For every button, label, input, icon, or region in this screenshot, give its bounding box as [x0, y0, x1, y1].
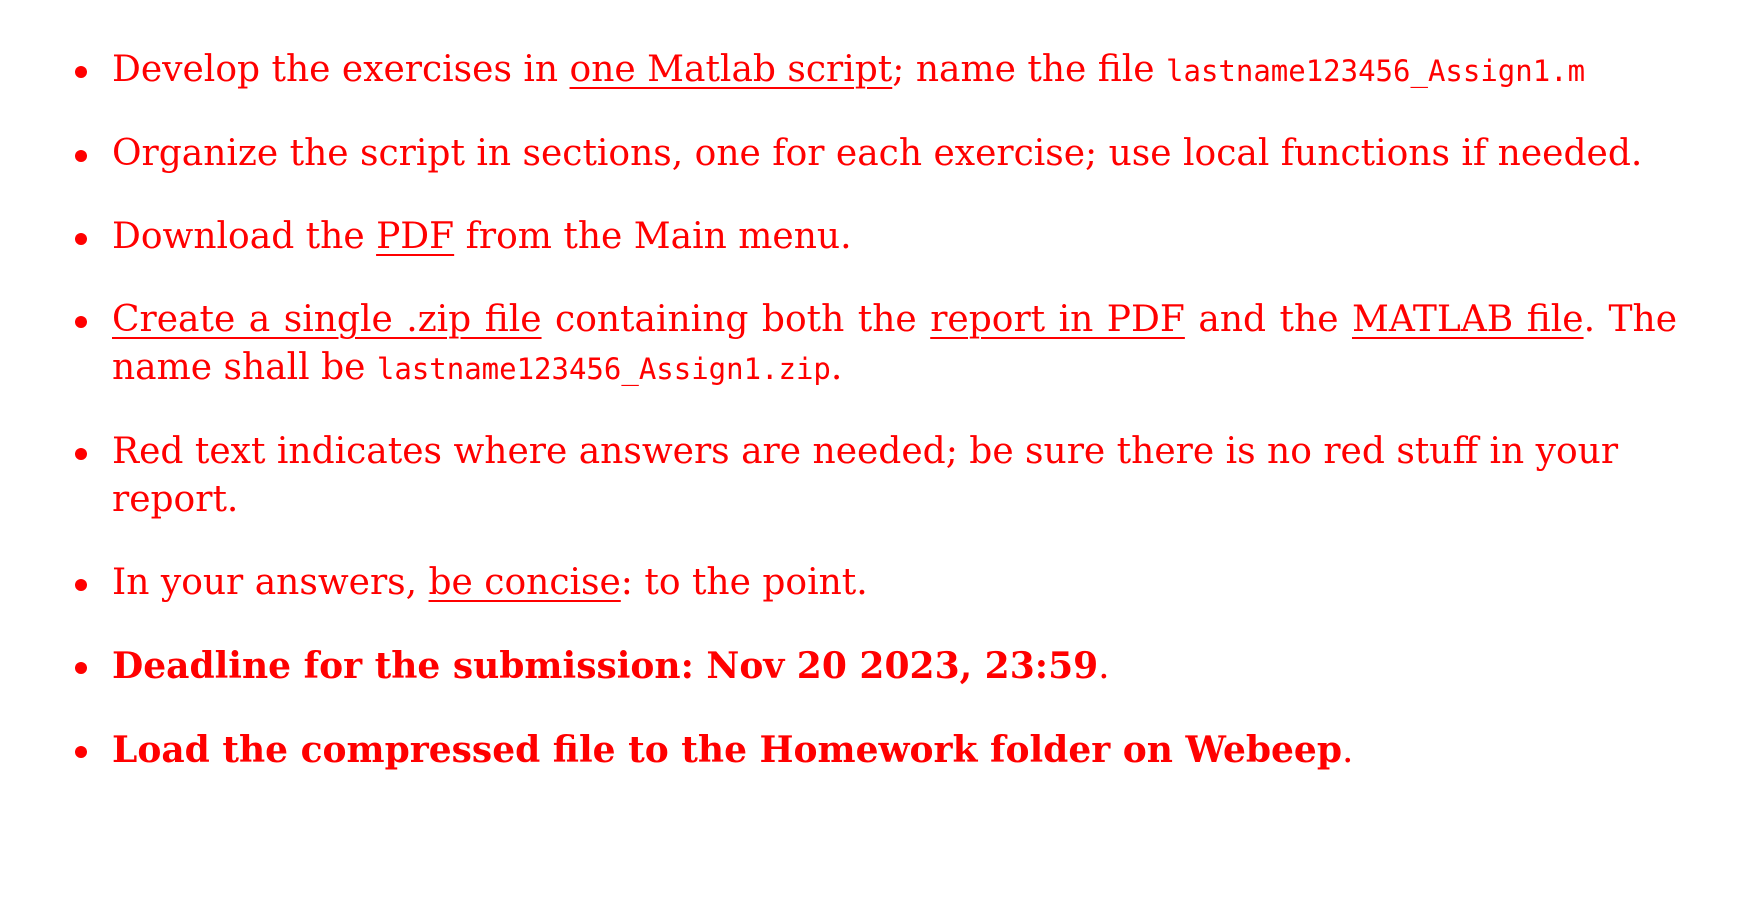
filename-code: lastname123456_Assign1.zip [376, 352, 831, 386]
bullet-icon [75, 233, 87, 245]
list-item-deadline [72, 642, 1677, 691]
item-text: . [830, 347, 843, 388]
item-text: : to the point. [620, 562, 868, 603]
bullet-icon [75, 150, 87, 162]
list-item-download-pdf [72, 213, 1677, 261]
instructions-list [72, 46, 1686, 775]
item-text: containing both the [541, 299, 931, 340]
underlined-text: MATLAB file [1351, 299, 1584, 340]
underlined-text: report in PDF [930, 299, 1185, 340]
bullet-icon [75, 66, 87, 78]
item-text: Develop the exercises in [112, 49, 570, 90]
underlined-text: Create a single .zip file [112, 299, 542, 340]
item-text: . The name shall be [112, 299, 1677, 388]
bullet-icon [75, 579, 87, 591]
list-item-create-zip [72, 296, 1677, 393]
item-text: Download the [112, 216, 377, 257]
bullet-icon [75, 448, 87, 460]
underlined-text: be concise [428, 562, 621, 603]
list-item-red-text [72, 428, 1677, 524]
deadline-text: Deadline for the submission: Nov 20 2023, 23:59 [112, 645, 1099, 687]
item-text: Organize the script in sections, one for each exercise; use local functions if needed. [112, 133, 1643, 174]
item-text: . [1342, 730, 1354, 771]
bullet-icon [75, 662, 87, 674]
upload-text: Load the compressed file to the Homework folder on Webeep [112, 729, 1342, 771]
filename-code: lastname123456_Assign1.m [1166, 54, 1586, 88]
list-item-upload [72, 726, 1677, 775]
list-item-organize-script [72, 130, 1677, 178]
underlined-text: PDF [376, 216, 455, 257]
bullet-icon [75, 316, 87, 328]
list-item-be-concise [72, 559, 1677, 607]
item-text: ; name the file [892, 49, 1167, 90]
item-text: Red text indicates where answers are needed; be sure there is no red stuff in your report. [112, 431, 1619, 520]
list-item-develop-script [72, 46, 1677, 95]
item-text: and the [1184, 299, 1352, 340]
underlined-text: one Matlab script [569, 49, 893, 90]
item-text: from the Main menu. [454, 216, 852, 257]
item-text: . [1098, 646, 1110, 687]
item-text: In your answers, [112, 562, 429, 603]
bullet-icon [75, 746, 87, 758]
